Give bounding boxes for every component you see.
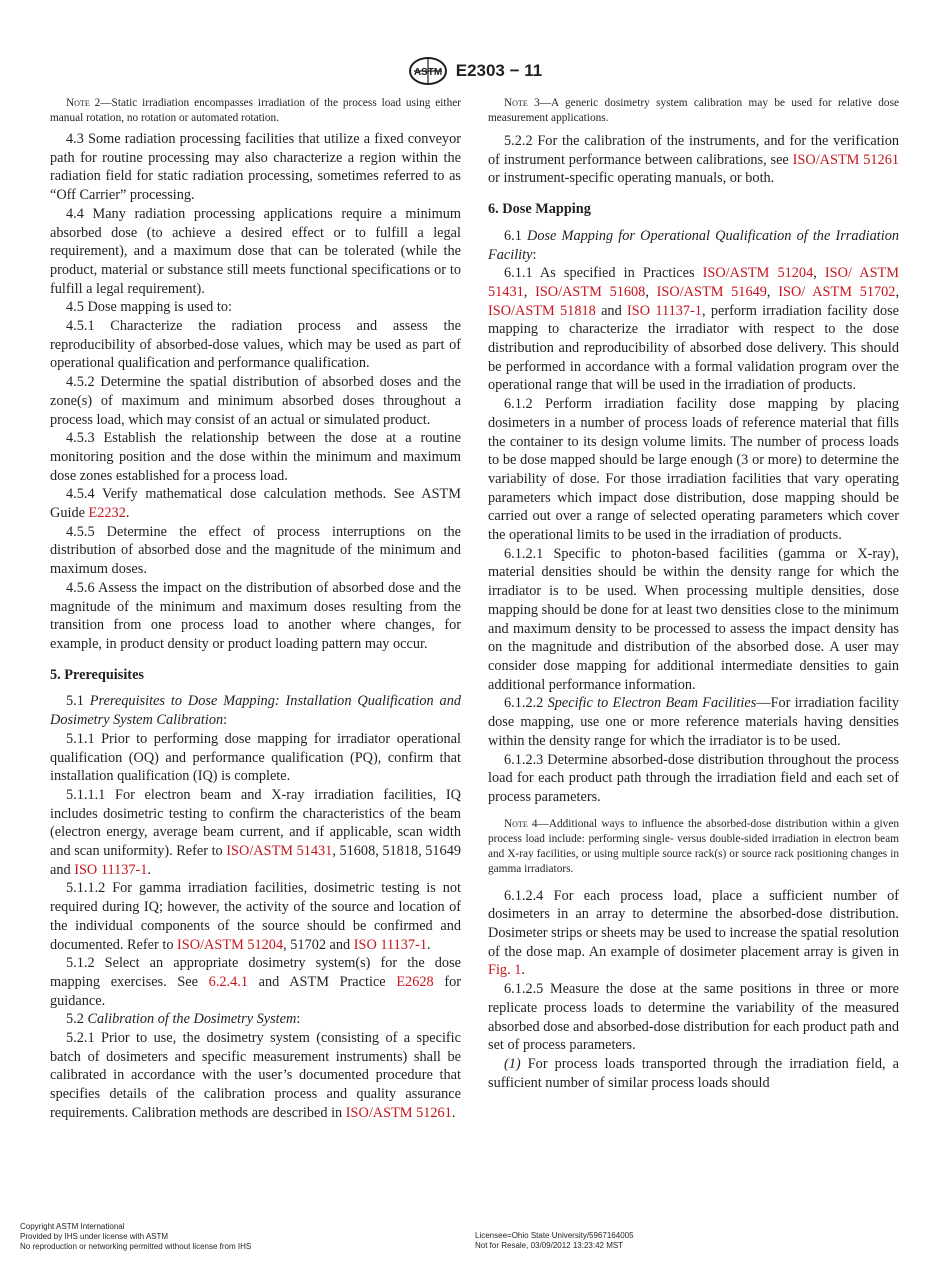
link-iso-astm-51204[interactable]: ISO/ASTM 51204 bbox=[177, 936, 284, 953]
para-4-5: 4.5 Dose mapping is used to: bbox=[66, 299, 232, 316]
right-column bbox=[488, 96, 899, 1092]
para-4-4: 4.4 Many radiation processing applications require a minimum absorbed dose (to achieve a desired effect or to fulfill a legal requirement), and a maximum dose that can be tolerated (while the product, material or substance still meets functional specifications or to fulfill a legal requirement). bbox=[50, 205, 461, 297]
note-3: Note 3—A generic dosimetry system calibration may be used for relative dose measurement applications. bbox=[488, 97, 899, 124]
para-4-5-6: 4.5.6 Assess the impact on the distribution of absorbed dose and the magnitude of the minimum and maximum doses resulting from the transition from one process load to another where changes, for example, in product density or product loading pattern may occur. bbox=[50, 579, 461, 652]
link-e2628[interactable]: E2628 bbox=[396, 973, 434, 990]
section-6-heading: 6. Dose Mapping bbox=[488, 201, 591, 218]
para-5-2-2: 5.2.2 For the calibration of the instruments, and for the verification of instrument performance between calibrations, see ISO/ASTM 51261 or instrument-specific operating manuals, or both. bbox=[488, 133, 899, 187]
para-4-5-2: 4.5.2 Determine the spatial distribution of absorbed doses and the zone(s) of maximum and minimum absorbed doses throughout a process load, which may consist of an actual or simulated product. bbox=[50, 374, 461, 428]
link-iso-astm-51702[interactable]: ISO/ ASTM 51702 bbox=[778, 283, 896, 300]
para-5-1-1-1: 5.1.1.1 For electron beam and X-ray irradiation facilities, IQ includes dosimetric testing to confirm the characteristics of the beam (electron energy, average beam current, and if applicable, scan width and scan uniformity). Refer to ISO/ASTM 51431, 51608, 51818, 51649 and ISO 11137-1. bbox=[50, 786, 461, 878]
link-iso-astm-51261[interactable]: ISO/ASTM 51261 bbox=[792, 151, 899, 168]
para-4-5-3: 4.5.3 Establish the relationship between the dose at a routine monitoring position and the dose within the minimum and maximum dose zones established for a process load. bbox=[50, 430, 461, 484]
link-iso-astm-51608[interactable]: ISO/ASTM 51608 bbox=[535, 283, 646, 300]
para-6-1-2-1: 6.1.2.1 Specific to photon-based facilities (gamma or X-ray), material densities should be within the density range for which the irradiator is to be used. When processing multiple densities, dose mapping should be done for at least two densities close to the minimum and maximum density to be processed to assess the impact density has on the magnitude and distribution of the absorbed dose. A user may consider dose mapping for additional intermediate densities to gain additional performance information. bbox=[488, 545, 899, 693]
footer-copyright: Copyright ASTM International Provided by IHS under license with ASTM No reproduction or networking permitted without license from IHS bbox=[20, 1222, 252, 1251]
note-2: Note 2—Static irradiation encompasses irradiation of the process load using either manual rotation, no rotation or automated rotation. bbox=[50, 97, 461, 124]
link-iso-astm-51431[interactable]: ISO/ASTM 51431 bbox=[226, 843, 333, 860]
para-6-1-2-5: 6.1.2.5 Measure the dose at the same positions in three or more replicate process loads to determine the variability of the measured absorbed dose and absorbed-dose distribution for each product path and set of process parameters. bbox=[488, 981, 899, 1054]
para-4-5-1: 4.5.1 Characterize the radiation process and assess the reproducibility of absorbed-dose values, which may be used as part of operational qualification and performance qualification. bbox=[50, 318, 461, 372]
para-6-1-2-2: 6.1.2.2 Specific to Electron Beam Facilities—For irradiation facility dose mapping, use one or more reference materials having densities within the density range for which the irradiator is to be used. bbox=[488, 695, 900, 749]
para-4-5-5: 4.5.5 Determine the effect of process interruptions on the distribution of absorbed dose and the magnitude of the minimum and maximum doses. bbox=[50, 523, 461, 578]
link-iso-astm-51818[interactable]: ISO/ASTM 51818 bbox=[488, 302, 596, 319]
para-5-1: 5.1 Prerequisites to Dose Mapping: Installation Qualification and Dosimetry System Calibration: bbox=[50, 693, 461, 729]
link-iso-astm-51431[interactable]: ISO/ ASTM 51431 bbox=[488, 265, 899, 300]
para-6-1: 6.1 Dose Mapping for Operational Qualification of the Irradiation Facility: bbox=[488, 227, 899, 263]
link-iso-astm-51204[interactable]: ISO/ASTM 51204 bbox=[702, 265, 814, 282]
link-iso-astm-51261[interactable]: ISO/ASTM 51261 bbox=[345, 1104, 452, 1121]
note-4: Note 4—Additional ways to influence the absorbed-dose distribution within a given process load include: performing single- versus double-sided irradiation in electron beam and X-ray facilities, or using multiple source rack(s) or source rack positioning changes in gamma irradiators. bbox=[488, 817, 899, 875]
link-iso-11137-1[interactable]: ISO 11137-1 bbox=[627, 302, 702, 319]
page-header bbox=[0, 56, 950, 86]
link-iso-astm-51649[interactable]: ISO/ASTM 51649 bbox=[656, 283, 767, 300]
para-5-1-1-2: 5.1.1.2 For gamma irradiation facilities, dosimetric testing is not required during IQ; however, the activity of the source and location of the individual components of the source should be confirmed and documented. Refer to ISO/ASTM 51204, 51702 and ISO 11137-1. bbox=[50, 880, 461, 953]
left-column bbox=[50, 96, 461, 1123]
link-e2232[interactable]: E2232 bbox=[88, 505, 126, 522]
para-6-1-2: 6.1.2 Perform irradiation facility dose mapping by placing dosimeters in a number of process loads of reference material that fills the container to its design volume limits. The number of process loads to be dose mapped should be large enough (3 or more) to determine the variability of dose. For those irradiation facilities that vary operating parameters which impact dose distribution, dose mapping should be carried out over a range of selected operating parameters which cover the operational limits to be used in the irradiation of products. bbox=[488, 396, 899, 544]
section-5-heading: 5. Prerequisites bbox=[50, 666, 144, 683]
standard-designation: E2303 − 11 bbox=[455, 61, 543, 80]
para-1: (1) For process loads transported through the irradiation field, a sufficient number of similar process loads should bbox=[488, 1055, 899, 1091]
link-6-2-4-1[interactable]: 6.2.4.1 bbox=[208, 973, 248, 990]
svg-text:ASTM: ASTM bbox=[413, 67, 442, 78]
astm-logo-icon bbox=[408, 56, 448, 86]
link-fig-1[interactable]: Fig. 1 bbox=[488, 962, 522, 979]
link-iso-11137-1[interactable]: ISO 11137-1 bbox=[74, 861, 148, 878]
para-6-1-2-3: 6.1.2.3 Determine absorbed-dose distribution throughout the process load for each product path through the irradiation field and each set of process parameters. bbox=[488, 751, 899, 805]
link-iso-11137-1[interactable]: ISO 11137-1 bbox=[353, 936, 427, 953]
para-4-3: 4.3 Some radiation processing facilities that utilize a fixed conveyor path for routine processing may also characterize a region within the radiation field for static radiation processing, sometimes referred to as “Off Carrier” processing. bbox=[50, 131, 461, 204]
para-6-1-2-4: 6.1.2.4 For each process load, place a sufficient number of dosimeters in an array to determine the absorbed-dose distribution. Dosimeter strips or sheets may be used to increase the spatial resolution of the dose map. An example of dosimeter placement array is given in Fig. 1. bbox=[488, 887, 899, 979]
para-5-1-1: 5.1.1 Prior to performing dose mapping for irradiator operational qualification (OQ) and performance qualification (PQ), confirm that installation qualification (IQ) is complete. bbox=[50, 730, 461, 785]
para-5-2-1: 5.2.1 Prior to use, the dosimetry system (consisting of a specific batch of dosimeters and specific measurement instruments) shall be calibrated in accordance with the user’s documented procedure that specifies details of the calibration process and quality assurance requirements. Calibration methods are described in ISO/ASTM 51261. bbox=[50, 1030, 461, 1121]
para-4-5-4: 4.5.4 Verify mathematical dose calculation methods. See ASTM Guide E2232. bbox=[50, 486, 461, 522]
footer-license: Licensee=Ohio State University/5967164005 Not for Resale, 03/09/2012 13:23:42 MST bbox=[475, 1231, 634, 1250]
para-5-2: 5.2 Calibration of the Dosimetry System: bbox=[66, 1011, 301, 1028]
para-6-1-1: 6.1.1 As specified in Practices ISO/ASTM 51204, ISO/ ASTM 51431, ISO/ASTM 51608, ISO/ASTM 51649, ISO/ ASTM 51702, ISO/ASTM 51818 and ISO 11137-1, perform irradiation facility dose mapping to characterize the irradiator with respect to the dose distribution and reproducibility of absorbed dose delivery. This should be performed in accordance with a formal validation program over the operational range that will be used in the irradiation of products. bbox=[488, 265, 900, 394]
para-5-1-2: 5.1.2 Select an appropriate dosimetry system(s) for the dose mapping exercises. See 6.2.4.1 and ASTM Practice E2628 for guidance. bbox=[50, 955, 461, 1009]
